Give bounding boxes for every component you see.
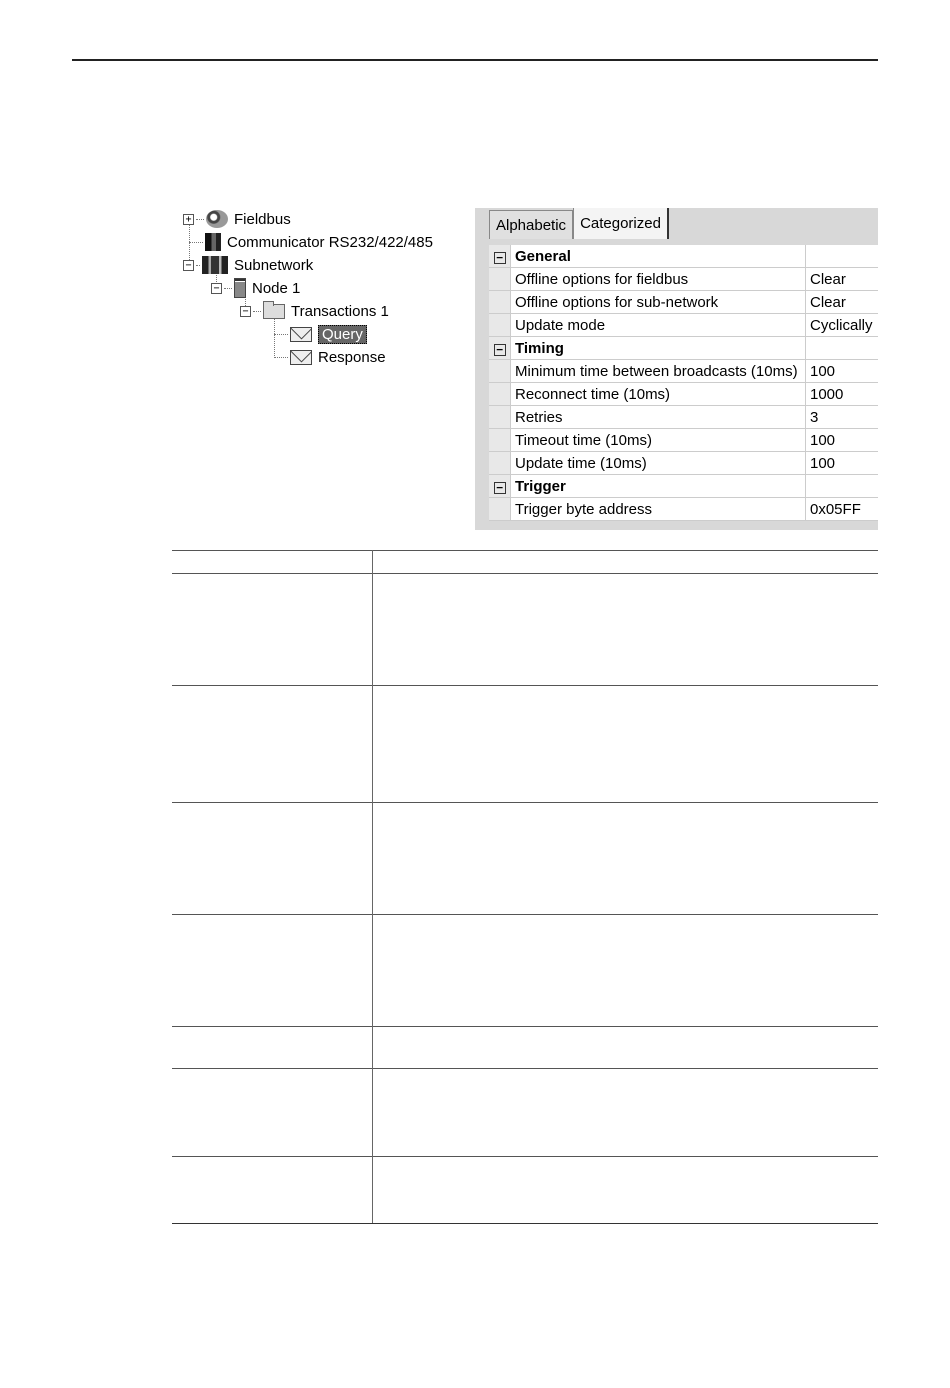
subnetwork-icon <box>202 256 228 274</box>
tree-item-transactions-1[interactable] <box>240 300 389 322</box>
tree-dots <box>196 219 204 220</box>
envelope-icon <box>290 327 312 342</box>
tab-alphabetic[interactable]: Alphabetic <box>489 210 573 239</box>
tree-item-query[interactable] <box>274 323 367 345</box>
collapse-icon[interactable]: − <box>211 283 222 294</box>
property-value[interactable]: 100 <box>806 429 879 452</box>
property-value[interactable]: 100 <box>806 360 879 383</box>
tree-item-fieldbus[interactable] <box>183 208 291 230</box>
tree-dots <box>196 265 200 266</box>
page-header-rule <box>72 59 878 61</box>
property-row[interactable] <box>489 268 878 291</box>
navigation-tree <box>180 208 470 373</box>
category-row-timing[interactable] <box>489 337 878 360</box>
table-row-divider <box>172 1068 878 1069</box>
envelope-icon <box>290 350 312 365</box>
property-row[interactable] <box>489 383 878 406</box>
property-name: Reconnect time (10ms) <box>511 383 806 406</box>
communicator-icon <box>205 233 221 251</box>
property-name: Retries <box>511 406 806 429</box>
tree-item-label: Communicator RS232/422/485 <box>227 233 433 251</box>
collapse-icon[interactable]: − <box>240 306 251 317</box>
property-value[interactable]: 0x05FF <box>806 498 879 521</box>
property-row[interactable] <box>489 291 878 314</box>
tree-item-label: Node 1 <box>252 279 301 297</box>
property-value[interactable]: Clear <box>806 268 879 291</box>
tree-item-response[interactable] <box>274 346 386 368</box>
tree-item-label: Subnetwork <box>234 256 314 274</box>
category-row-general[interactable] <box>489 245 878 268</box>
property-row[interactable] <box>489 314 878 337</box>
property-value[interactable]: Clear <box>806 291 879 314</box>
tree-item-subnetwork[interactable] <box>183 254 313 276</box>
fieldbus-icon <box>206 210 228 228</box>
property-row[interactable] <box>489 360 878 383</box>
table-row-divider <box>172 914 878 915</box>
collapse-icon[interactable]: − <box>494 482 506 494</box>
table-header-top-rule <box>172 550 878 551</box>
collapse-icon[interactable]: − <box>183 260 194 271</box>
table-row-divider <box>172 1026 878 1027</box>
property-name: Timeout time (10ms) <box>511 429 806 452</box>
table-row-divider <box>172 573 878 574</box>
property-row[interactable] <box>489 429 878 452</box>
property-name: Offline options for fieldbus <box>511 268 806 291</box>
property-name: Trigger byte address <box>511 498 806 521</box>
property-row[interactable] <box>489 406 878 429</box>
category-name: Timing <box>511 337 806 360</box>
property-value[interactable]: 100 <box>806 452 879 475</box>
category-name: Trigger <box>511 475 806 498</box>
property-row[interactable] <box>489 452 878 475</box>
property-value[interactable]: 1000 <box>806 383 879 406</box>
property-table <box>489 245 878 521</box>
property-value[interactable]: 3 <box>806 406 879 429</box>
property-name: Offline options for sub-network <box>511 291 806 314</box>
category-value <box>806 245 879 268</box>
tree-dots <box>274 357 288 358</box>
tree-item-label: Transactions 1 <box>291 302 389 320</box>
tree-dots <box>189 242 203 243</box>
table-bottom-rule <box>172 1223 878 1224</box>
tab-categorized[interactable]: Categorized <box>573 208 669 239</box>
table-column-divider <box>372 550 373 1223</box>
property-value[interactable]: Cyclically <box>806 314 879 337</box>
collapse-icon[interactable]: − <box>494 252 506 264</box>
tree-dots <box>253 311 261 312</box>
property-name: Update mode <box>511 314 806 337</box>
collapse-icon[interactable]: − <box>494 344 506 356</box>
tree-item-node-1[interactable] <box>211 277 300 299</box>
category-name: General <box>511 245 806 268</box>
table-row-divider <box>172 802 878 803</box>
tree-dots <box>274 334 288 335</box>
tree-item-label: Response <box>318 348 386 366</box>
tree-item-label: Fieldbus <box>234 210 291 228</box>
expand-icon[interactable]: + <box>183 214 194 225</box>
property-name: Minimum time between broadcasts (10ms) <box>511 360 806 383</box>
tree-dots <box>224 288 232 289</box>
property-name: Update time (10ms) <box>511 452 806 475</box>
table-row-divider <box>172 685 878 686</box>
category-value <box>806 475 879 498</box>
table-row-divider <box>172 1156 878 1157</box>
node-icon <box>234 278 246 298</box>
category-value <box>806 337 879 360</box>
property-grid <box>475 208 878 530</box>
tree-item-label: Query <box>318 325 367 344</box>
property-grid-tabs <box>489 210 669 240</box>
folder-icon <box>263 304 285 319</box>
tree-item-communicator[interactable] <box>189 231 433 253</box>
category-row-trigger[interactable] <box>489 475 878 498</box>
property-row[interactable] <box>489 498 878 521</box>
